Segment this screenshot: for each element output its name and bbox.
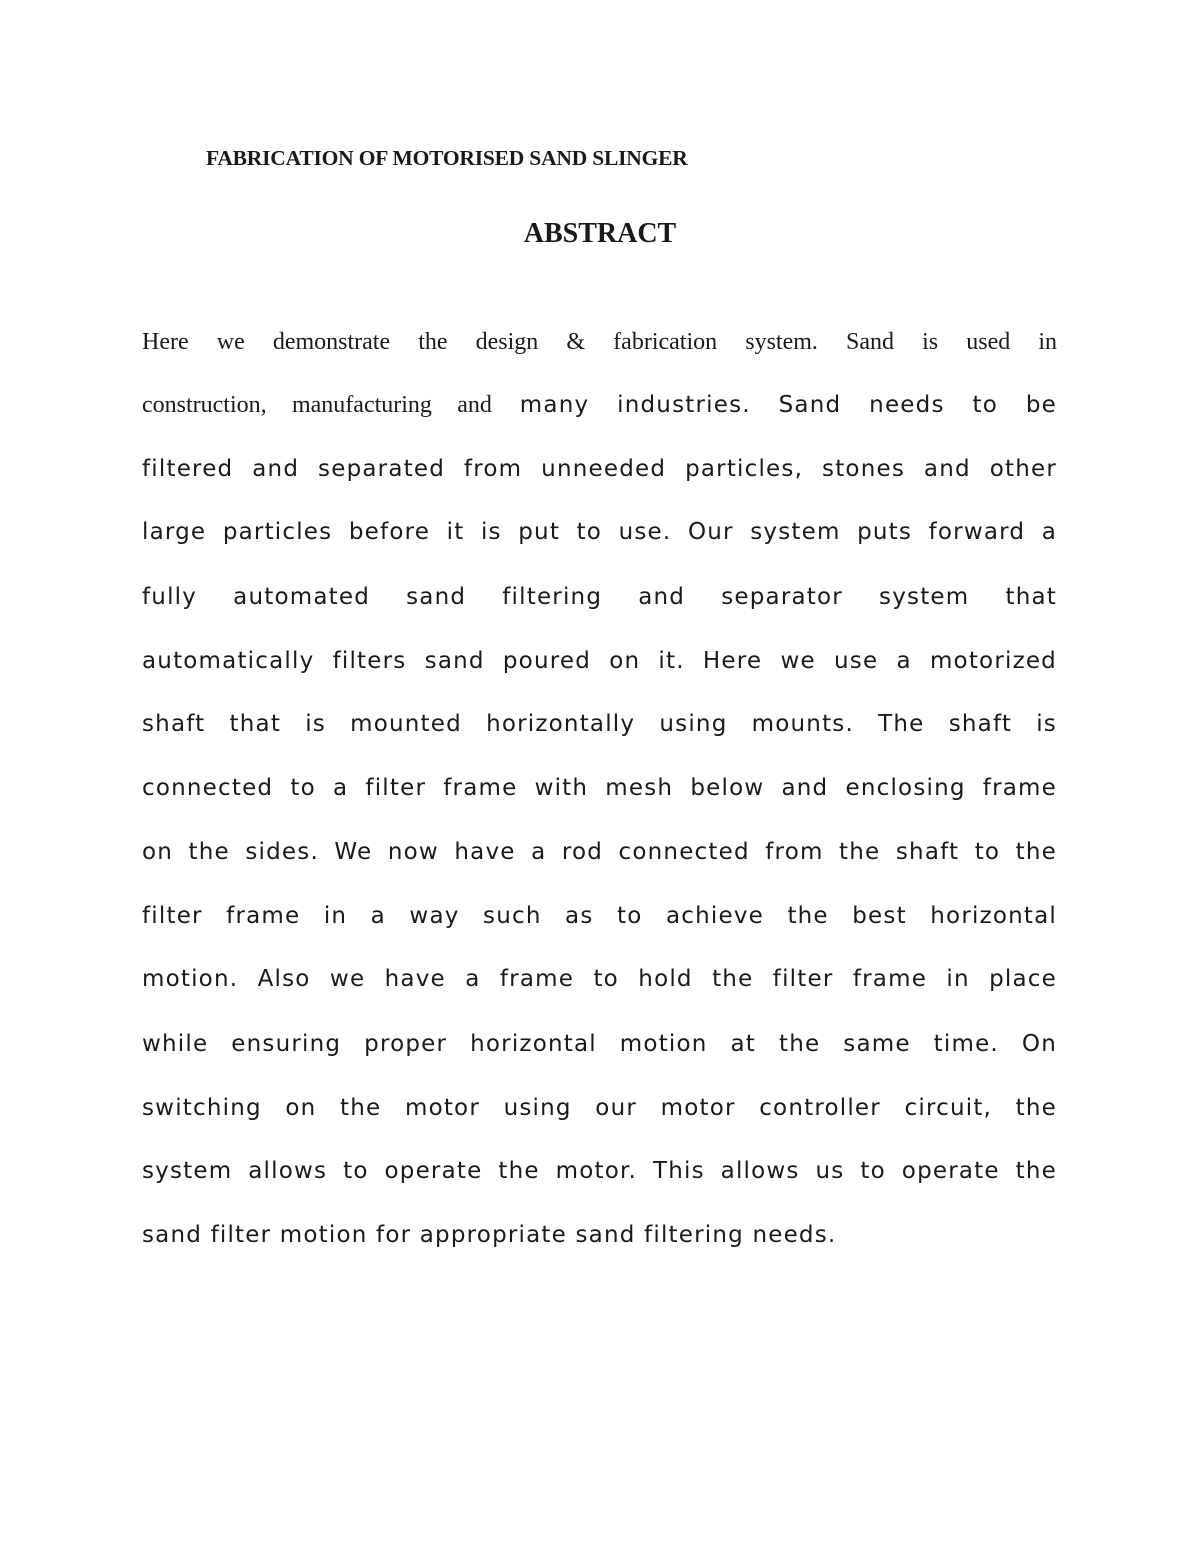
- abstract-line: connected to a filter frame with mesh below and enclosing frame: [142, 775, 1057, 801]
- abstract-line: fully automated sand filtering and separator system that: [142, 584, 1057, 610]
- abstract-line: automatically filters sand poured on it. Here we use a motorized: [142, 648, 1057, 674]
- abstract-line: filter frame in a way such as to achieve the best horizontal: [142, 903, 1057, 929]
- abstract-line: motion. Also we have a frame to hold the filter frame in place: [142, 966, 1057, 992]
- abstract-line: system allows to operate the motor. This allows us to operate the: [142, 1158, 1057, 1184]
- abstract-line: shaft that is mounted horizontally using mounts. The shaft is: [142, 711, 1057, 737]
- abstract-line-sans-part: many industries. Sand needs to be: [491, 392, 1057, 418]
- abstract-line: Here we demonstrate the design & fabrication system. Sand is used in: [142, 329, 1057, 355]
- abstract-line-serif-part: construction, manufacturing and: [142, 392, 492, 418]
- document-title: FABRICATION OF MOTORISED SAND SLINGER: [206, 146, 688, 170]
- abstract-line: filtered and separated from unneeded particles, stones and other: [142, 456, 1057, 482]
- abstract-line: switching on the motor using our motor controller circuit, the: [142, 1095, 1057, 1121]
- abstract-heading: ABSTRACT: [523, 218, 677, 249]
- abstract-line: while ensuring proper horizontal motion at the same time. On: [142, 1031, 1057, 1057]
- abstract-line: sand filter motion for appropriate sand filtering needs.: [142, 1222, 837, 1248]
- abstract-line: [142, 385, 1057, 425]
- abstract-line: on the sides. We now have a rod connected from the shaft to the: [142, 839, 1057, 865]
- abstract-line: large particles before it is put to use. Our system puts forward a: [142, 519, 1057, 545]
